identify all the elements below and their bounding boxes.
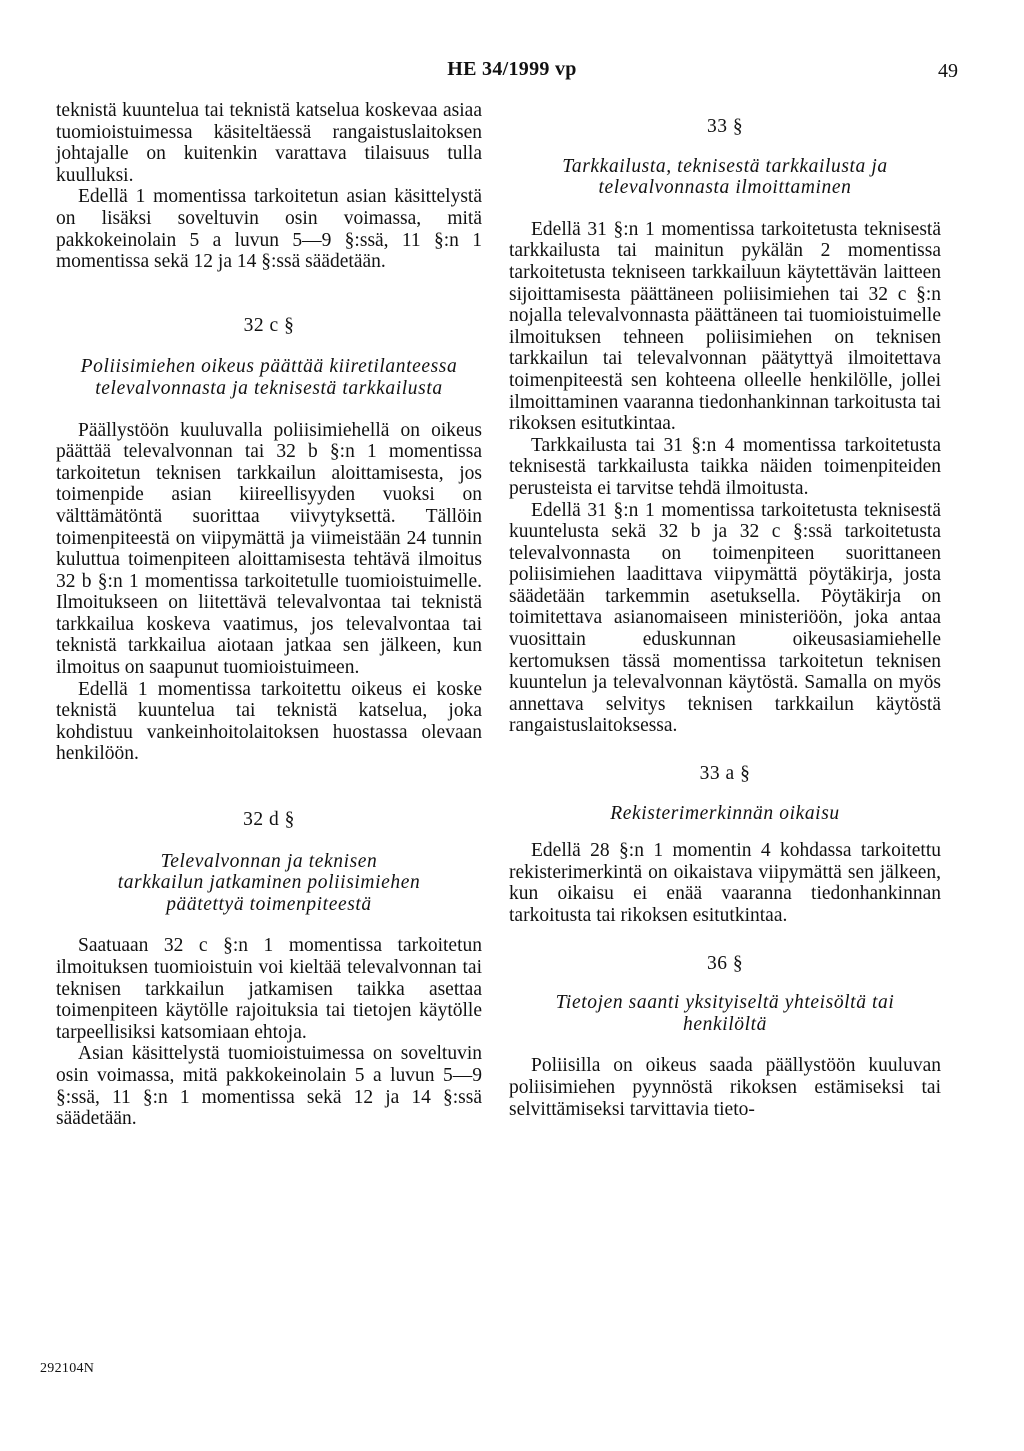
- body-paragraph: Poliisilla on oikeus saada päällystöön kuuluvan poliisimiehen pyynnöstä rikoksen estämiseksi tai selvittämiseksi tarvittavia tieto-: [509, 1055, 941, 1120]
- body-paragraph: Edellä 28 §:n 1 momentin 4 kohdassa tarkoitettu rekisterimerkintä on oikaistava viipymättä sen jälkeen, kun oikaisu ei enää vaaranna tiedonhankinnan tarkoitusta tai rikoksen esitutkintaa.: [509, 840, 941, 926]
- body-paragraph: Päällystöön kuuluvalla poliisimiehellä on oikeus päättää televalvonnan tai 32 b §:n 1 momentissa tarkoitetun teknisen tarkkailun aloittamisesta, jos toimenpide asian kiireellisyyden vuoksi on välttämätöntä suorittaa viivytyksettä. Tällöin toimenpiteestä on viipymättä ja viimeistään 24 tunnin kuluttua toimenpiteen aloittamisesta tehtävä ilmoitus 32 b §:n 1 momentissa tarkoitetulle tuomioistuimelle. Ilmoitukseen on liitettävä televalvontaa tai teknistä tarkkailua koskeva vaatimus, jos televalvontaa tai teknistä tarkkailua aiotaan jatkaa sen jälkeen, kun ilmoitus on saapunut tuomioistuimeen.: [56, 419, 482, 679]
- body-paragraph: teknistä kuuntelua tai teknistä katselua koskevaa asiaa tuomioistuimessa käsiteltäessä rangaistuslaitoksen johtajalle on kuitenkin varattava tilaisuus tulla kuulluksi.: [56, 100, 482, 186]
- section-number: 32 c §: [243, 314, 295, 336]
- section-title: Tarkkailusta, teknisestä tarkkailusta ja televalvonnasta ilmoittaminen: [562, 155, 888, 199]
- body-paragraph: Asian käsittelystä tuomioistuimessa on soveltuvin osin voimassa, mitä pakkokeinolain 5 a luvun 5—9 §:ssä, 11 §:n 1 momentissa sekä 12 ja 14 §:ssä säädetään.: [56, 1043, 482, 1130]
- section-title: Rekisterimerkinnän oikaisu: [610, 802, 840, 824]
- section-number: 36 §: [706, 952, 744, 974]
- body-paragraph: Tarkkailusta tai 31 §:n 4 momentissa tarkoitetusta teknisestä tarkkailusta taikka näiden toimenpiteiden perusteista ei tarvitse tehdä ilmoitusta.: [509, 434, 941, 499]
- section-title: Televalvonnan ja teknisen tarkkailun jatkaminen poliisimiehen päätettyä toimenpiteestä: [117, 850, 421, 915]
- section-number: 33 a §: [699, 763, 751, 785]
- right-column: [509, 100, 941, 1120]
- section-title: Poliisimiehen oikeus päättää kiiretilanteessa televalvonnasta ja teknisestä tarkkailusta: [80, 356, 458, 399]
- body-paragraph: Edellä 1 momentissa tarkoitettu oikeus ei koske teknistä kuuntelua tai teknistä katselua, joka kohdistuu vankeinhoitolaitoksen huostassa olevaan henkilöön.: [56, 678, 482, 765]
- section-number: 32 d §: [243, 809, 295, 831]
- running-title: HE 34/1999 vp: [447, 58, 577, 80]
- page-header: [0, 58, 1024, 88]
- page-number: 49: [938, 60, 958, 82]
- body-paragraph: Edellä 31 §:n 1 momentissa tarkoitetusta teknisestä tarkkailusta tai mainitun pykälän 2 momentissa tarkoitetusta tekniseen tarkkailuun käytettävän laitteen sijoittamisesta päättäneen poliisimiehen tai 32 c §:n nojalla televalvonnasta päättäneen tai tuomioistuimelle ilmoituksen tehneen poliisimiehen on teknisen tarkkailun tai televalvonnan päätyttyä ilmoitettava toimenpiteestä sen kohteena olleelle henkilölle, jollei ilmoittaminen vaaranna tiedonhankinnan tarkoitusta tai rikoksen esitutkintaa.: [509, 218, 941, 435]
- left-column: [56, 100, 482, 1130]
- section-title: Tietojen saanti yksityiseltä yhteisöltä tai henkilöltä: [555, 992, 895, 1035]
- body-paragraph: Saatuaan 32 c §:n 1 momentissa tarkoitetun ilmoituksen tuomioistuin voi kieltää televalvonnan tai teknisen tarkkailun jatkamisen taikka asettaa toimenpiteen käytölle rajoituksia tai tietojen käytölle tarpeellisiksi katsomiaan ehtoja.: [56, 935, 482, 1043]
- section-number: 33 §: [706, 116, 744, 137]
- body-paragraph: Edellä 1 momentissa tarkoitetun asian käsittelystä on lisäksi soveltuvin osin voimassa, mitä pakkokeinolain 5 a luvun 5—9 §:ssä, 11 §:n 1 momentissa sekä 12 ja 14 §:ssä säädetään.: [56, 186, 482, 273]
- body-paragraph: Edellä 31 §:n 1 momentissa tarkoitetusta teknisestä kuuntelusta sekä 32 b ja 32 c §:ssä tarkoitetusta televalvonnasta on toimenpiteen suorittaneen poliisimiehen laadittava viipymättä pöytäkirja, josta säädetään tarkemmin asetuksella. Pöytäkirja on toimitettava asianomaiseen ministeriöön, joka antaa vuosittain eduskunnan oikeusasiamiehelle kertomuksen tässä momentissa tarkoitetun teknisen kuuntelun ja televalvonnan käytöstä. Samalla on myös annettava selvitys teknisen tarkkailun käytöstä rangaistuslaitoksessa.: [509, 499, 941, 737]
- print-code: 292104N: [40, 1361, 95, 1376]
